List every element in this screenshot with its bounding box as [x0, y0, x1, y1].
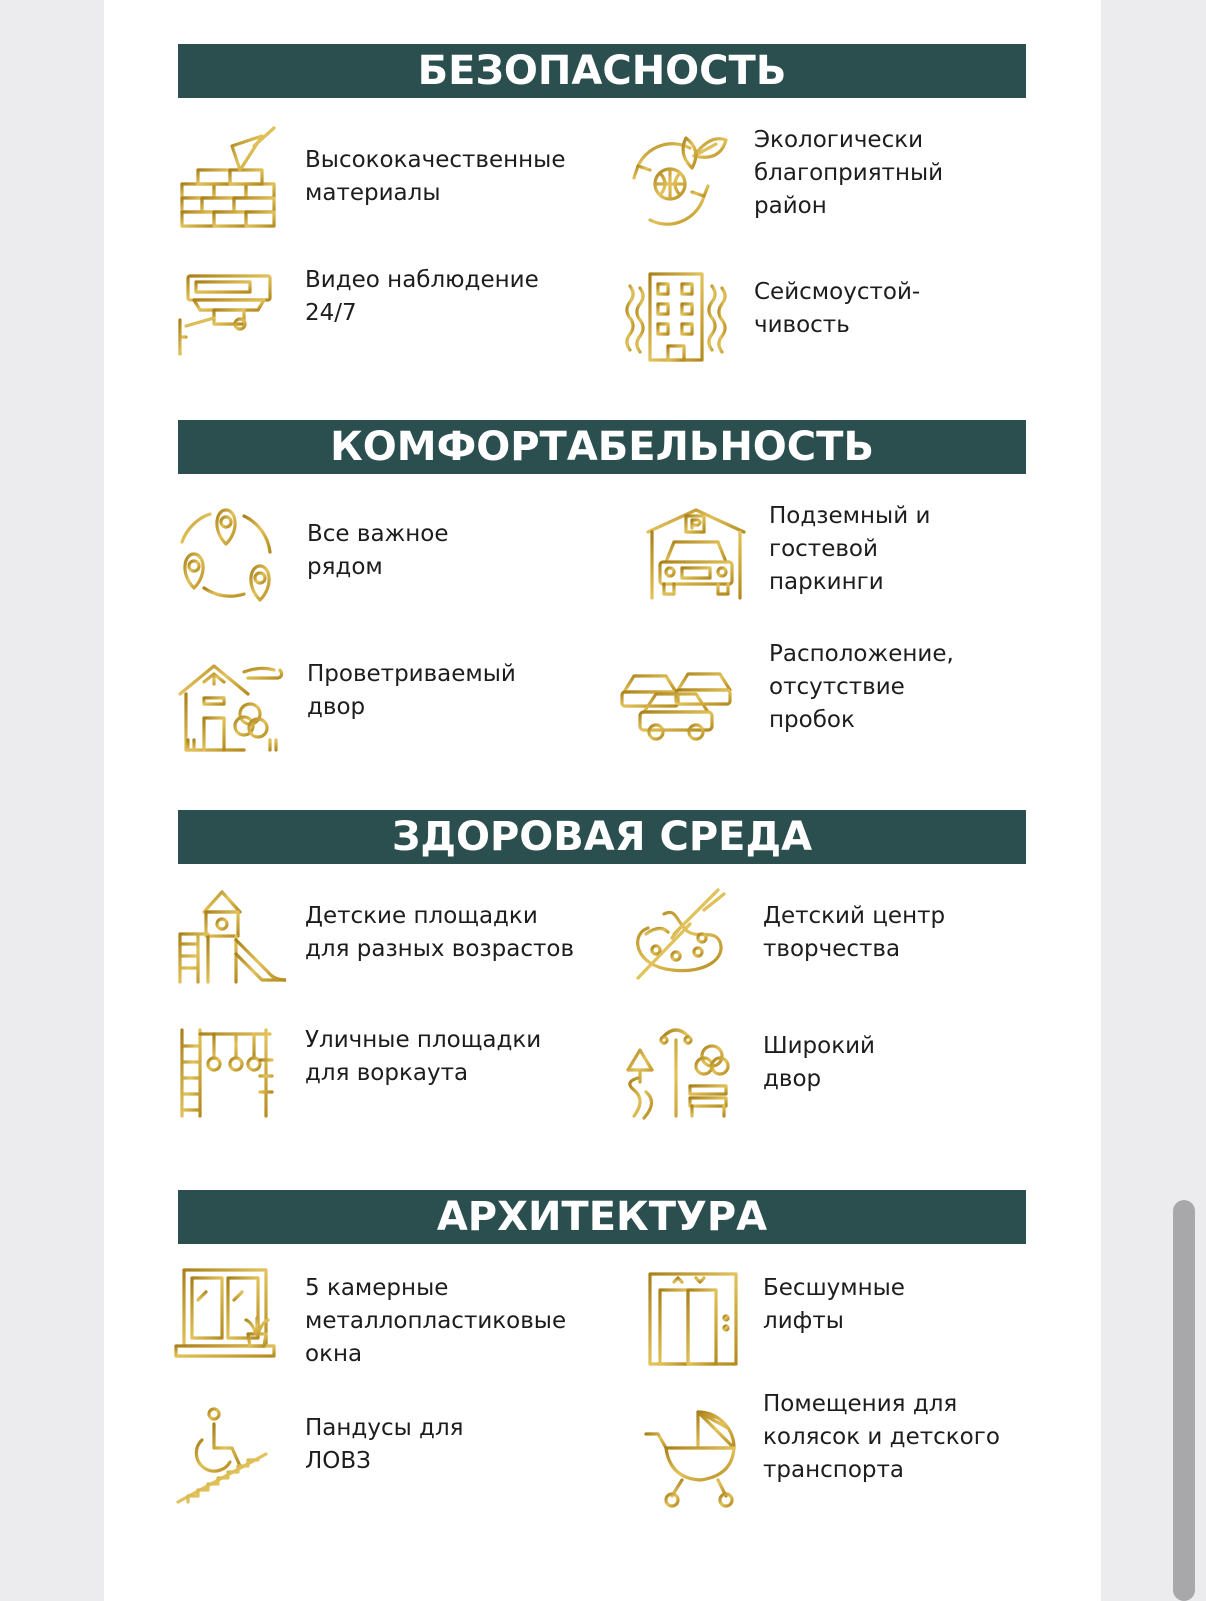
map-pins-icon — [174, 498, 286, 610]
feature-label: Расположение, отсутствие пробок — [769, 641, 954, 733]
feature-label: Все важное рядом — [307, 521, 449, 580]
feature-label: Широкий двор — [763, 1033, 876, 1092]
cars-traffic-icon — [620, 650, 732, 762]
feature-label: Помещения для колясок и детского транспорта — [763, 1391, 1000, 1483]
seismic-building-icon — [620, 262, 732, 374]
scrollbar[interactable] — [1173, 1200, 1195, 1601]
baby-stroller-icon — [640, 1400, 752, 1512]
workout-bars-icon — [174, 1016, 286, 1128]
parking-garage-icon — [640, 498, 752, 610]
feature-label: Экологически благоприятный район — [754, 127, 944, 219]
eco-globe-icon — [620, 122, 732, 234]
wheelchair-ramp-icon — [174, 1400, 286, 1512]
section-title: АРХИТЕКТУРА — [178, 1190, 1026, 1244]
feature-label: Уличные площадки для воркаута — [305, 1027, 542, 1086]
section-title: БЕЗОПАСНОСТЬ — [178, 44, 1026, 98]
elevator-icon — [640, 1260, 752, 1372]
section-comfort — [178, 420, 1026, 474]
window-icon — [174, 1260, 286, 1372]
feature-label: Бесшумные лифты — [763, 1275, 905, 1334]
feature-label: Сейсмоустой- чивость — [754, 279, 921, 338]
ventilated-house-icon — [174, 650, 286, 762]
section-architecture — [178, 1190, 1026, 1244]
feature-label: Детские площадки для разных возрастов — [305, 903, 575, 962]
feature-label: Проветриваемый двор — [307, 661, 516, 720]
feature-label: Подземный и гостевой паркинги — [769, 503, 931, 595]
feature-label: Высококачественные материалы — [305, 147, 566, 206]
section-title: ЗДОРОВАЯ СРЕДА — [178, 810, 1026, 864]
wide-yard-icon — [620, 1016, 732, 1128]
feature-label: Пандусы для ЛОВЗ — [305, 1415, 464, 1474]
playground-slide-icon — [174, 880, 286, 992]
feature-label: 5 камерные металлопластиковые окна — [305, 1275, 567, 1367]
art-palette-icon — [620, 880, 732, 992]
feature-label: Детский центр творчества — [763, 903, 946, 962]
section-safety — [178, 44, 1026, 98]
section-healthy-environment — [178, 810, 1026, 864]
cctv-camera-icon — [174, 262, 286, 374]
feature-label: Видео наблюдение 24/7 — [305, 267, 539, 326]
bricks-trowel-icon — [174, 122, 286, 234]
section-title: КОМФОРТАБЕЛЬНОСТЬ — [178, 420, 1026, 474]
